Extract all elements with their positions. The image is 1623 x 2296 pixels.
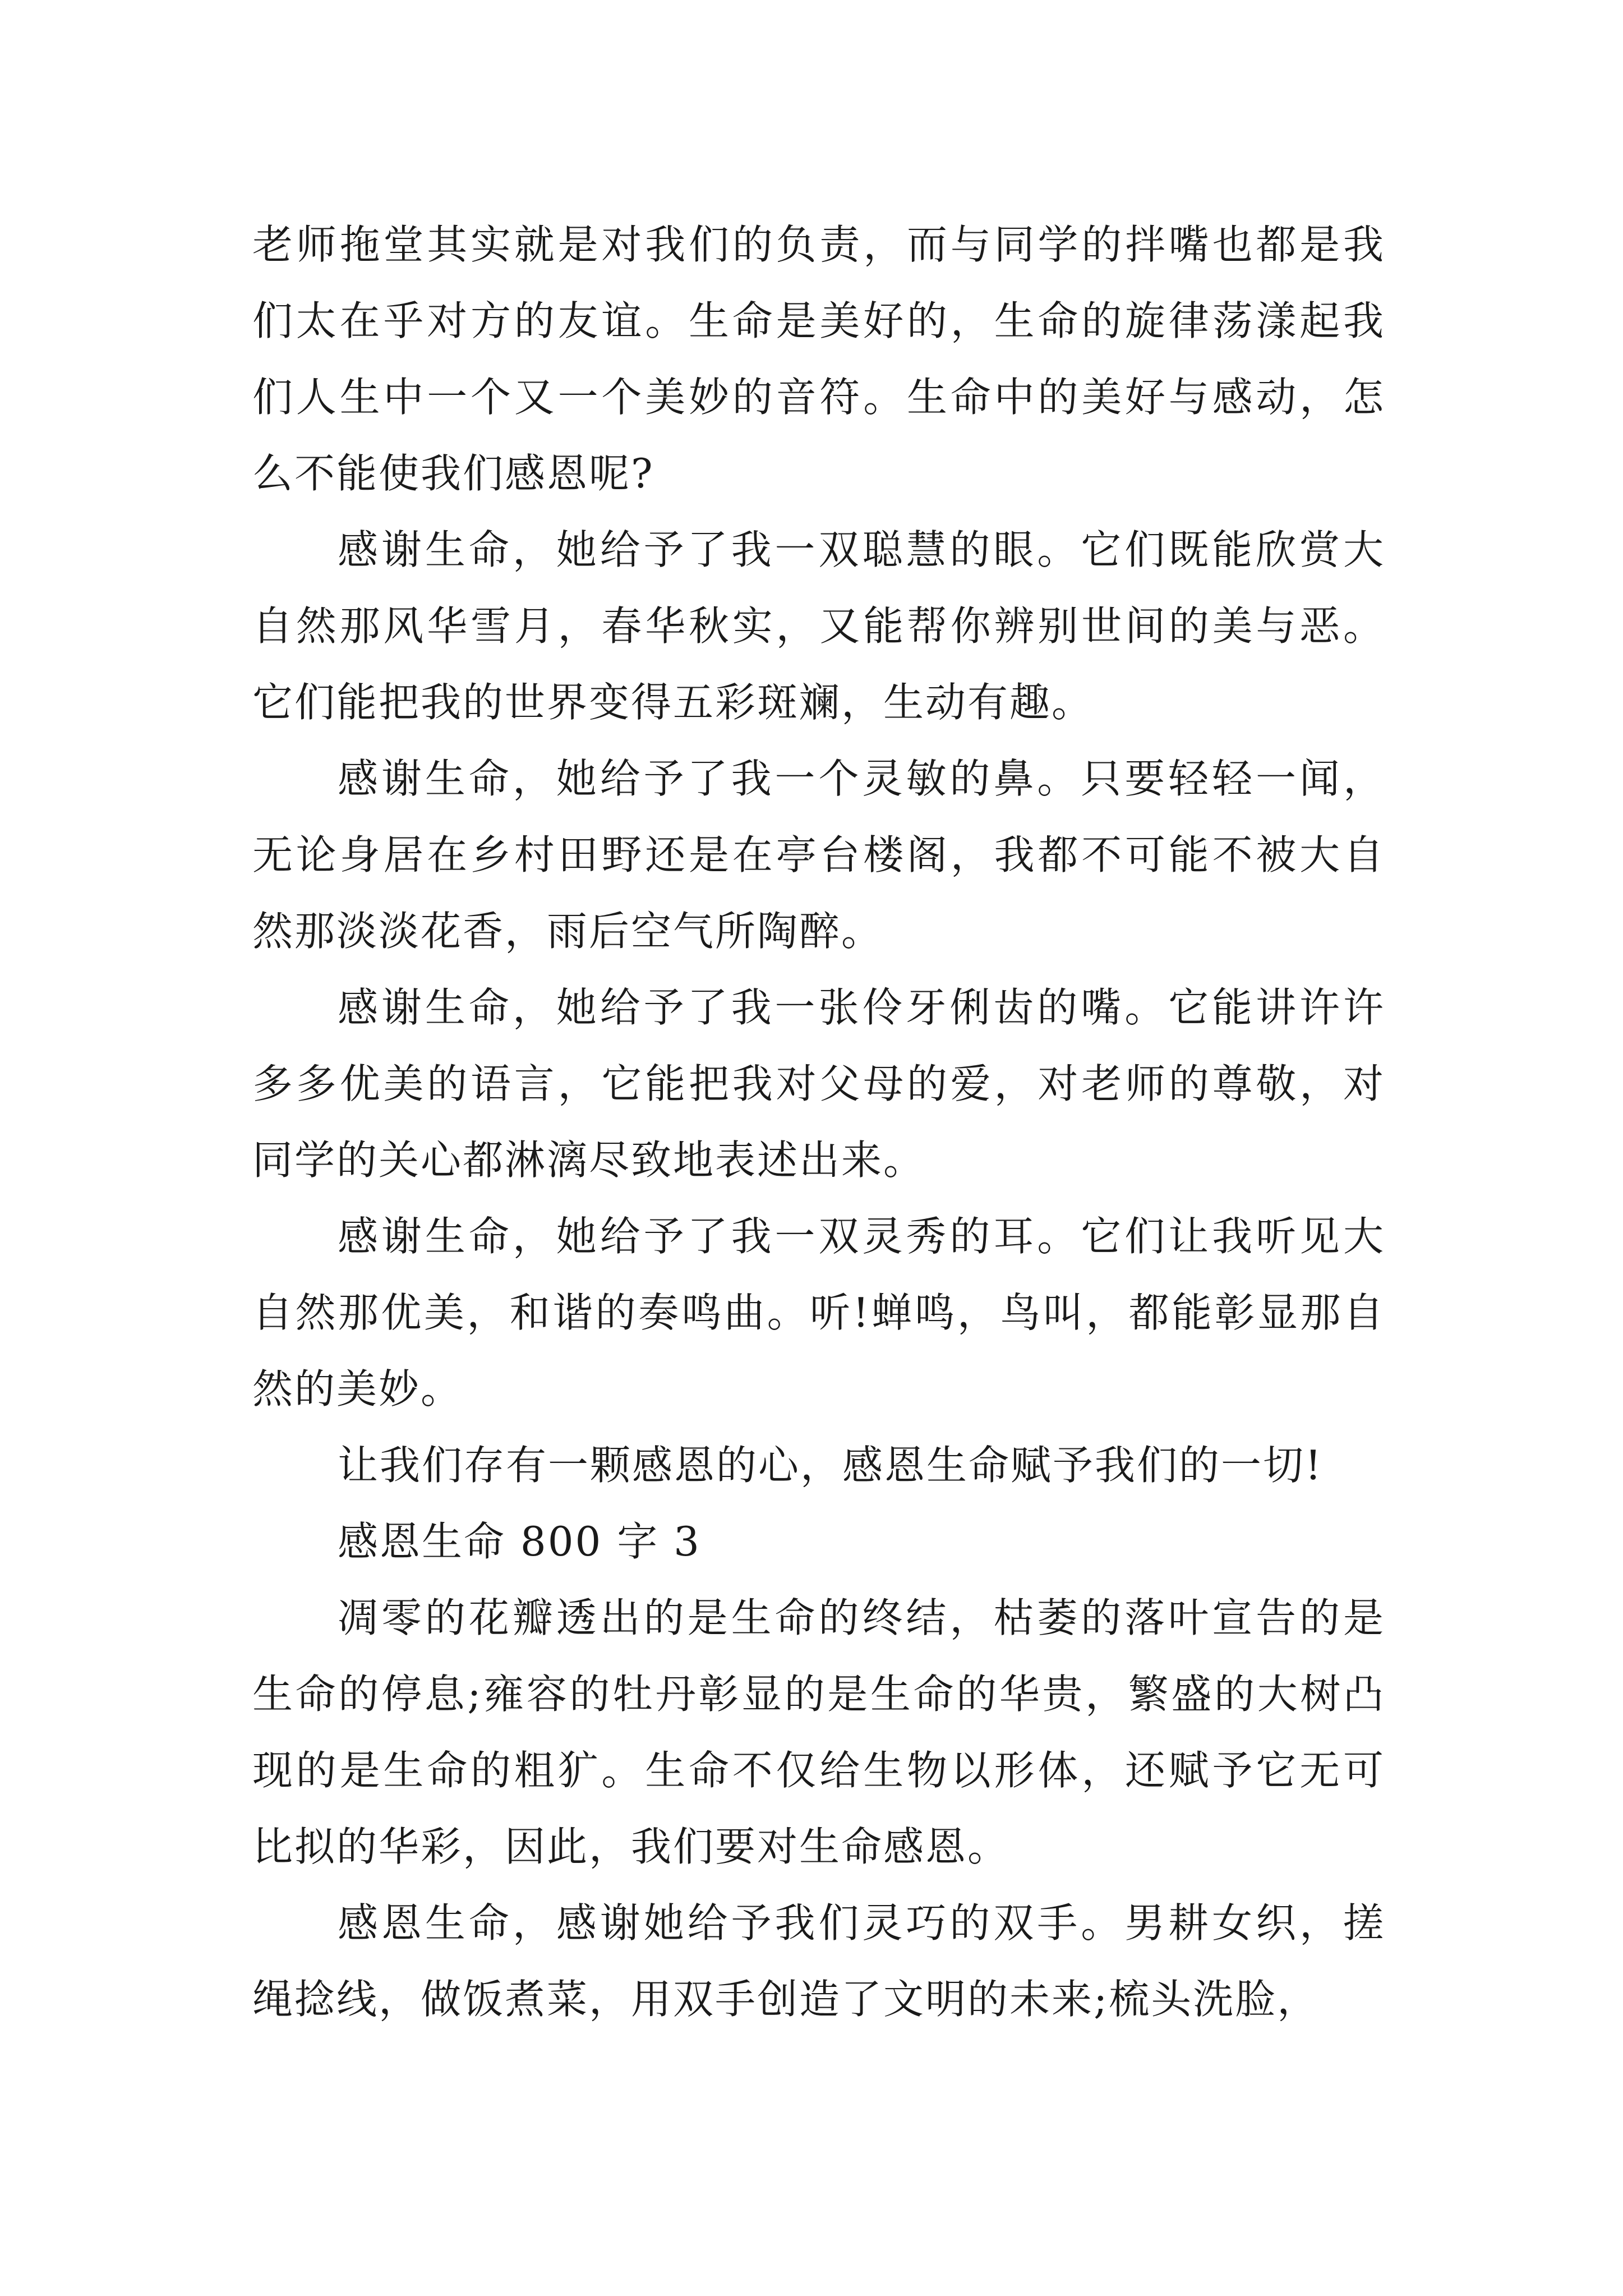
section-heading: 感恩生命 800 字 3: [338, 1518, 701, 1565]
paragraph-1: 老师拖堂其实就是对我们的负责，而与同学的拌嘴也都是我们太在乎对方的友谊。生命是美好的，生命的旋律荡漾起我们人生中一个又一个美妙的音符。生命中的美好与感动，怎么不能使我们感恩呢?: [252, 221, 1385, 497]
paragraph-5: 感谢生命，她给予了我一双灵秀的耳。它们让我听见大自然那优美，和谐的奏鸣曲。听!蝉鸣，鸟叫，都能彰显那自然的美妙。: [252, 1213, 1385, 1412]
document-body: [252, 206, 1385, 2037]
paragraph-6: 让我们存有一颗感恩的心，感恩生命赋予我们的一切!: [338, 1442, 1323, 1489]
paragraph-3: 感谢生命，她给予了我一个灵敏的鼻。只要轻轻一闻，无论身居在乡村田野还是在亭台楼阁，我都不可能不被大自然那淡淡花香，雨后空气所陶醉。: [252, 755, 1385, 955]
paragraph-4: 感谢生命，她给予了我一张伶牙俐齿的嘴。它能讲许许多多优美的语言，它能把我对父母的爱，对老师的尊敬，对同学的关心都淋漓尽致地表述出来。: [252, 984, 1385, 1184]
paragraph-2: 感谢生命，她给予了我一双聪慧的眼。它们既能欣赏大自然那风华雪月，春华秋实，又能帮你辨别世间的美与恶。它们能把我的世界变得五彩斑斓，生动有趣。: [252, 526, 1385, 726]
paragraph-7: 凋零的花瓣透出的是生命的终结，枯萎的落叶宣告的是生命的停息;雍容的牡丹彰显的是生命的华贵，繁盛的大树凸现的是生命的粗犷。生命不仅给生物以形体，还赋予它无可比拟的华彩，因此，我们要对生命感恩。: [252, 1594, 1385, 1870]
paragraph-8: 感恩生命，感谢她给予我们灵巧的双手。男耕女织，搓绳捻线，做饭煮菜，用双手创造了文明的未来;梳头洗脸，: [252, 1899, 1385, 2023]
